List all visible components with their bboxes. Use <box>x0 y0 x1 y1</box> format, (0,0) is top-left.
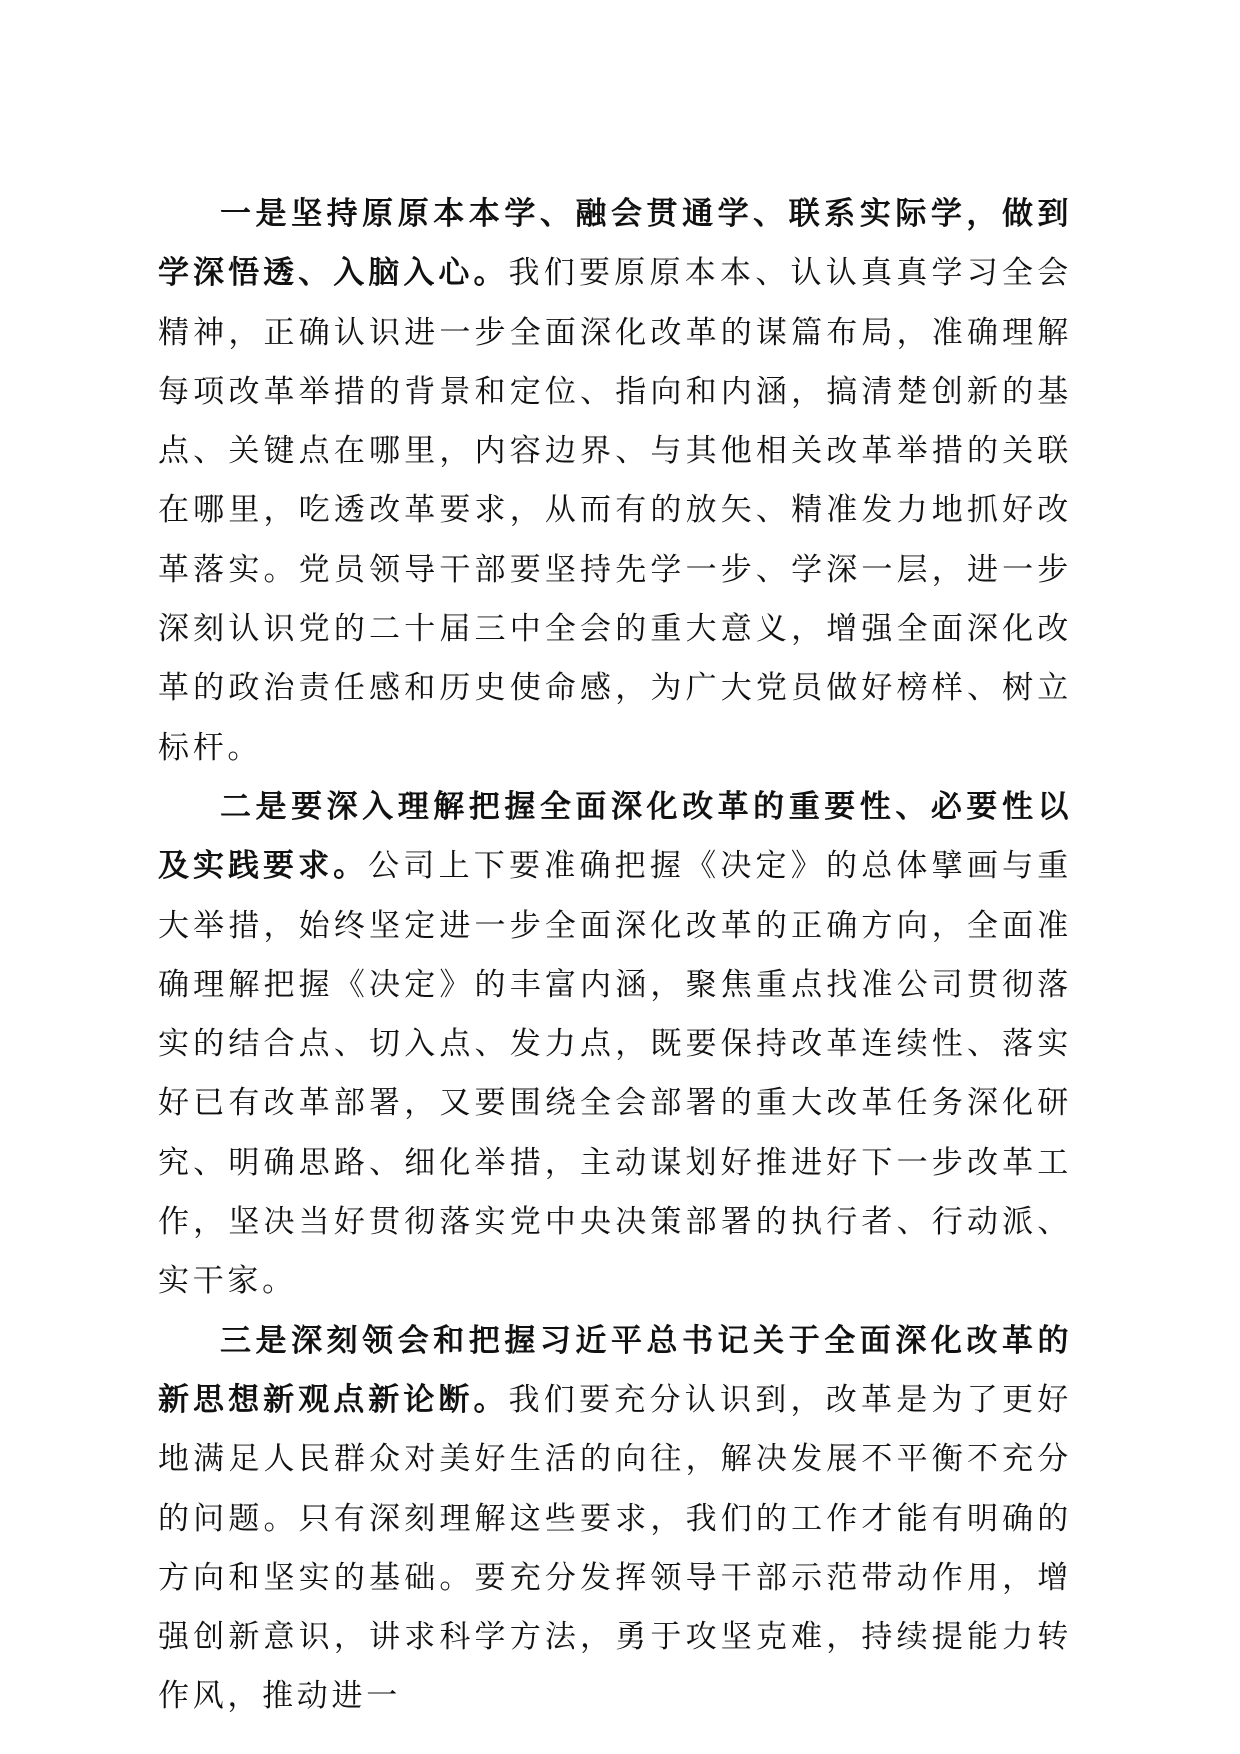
paragraph-3-heading: 三是深刻领会和把握习近平总书记关于全面深化改革的新思想新观点新论断。 <box>158 1322 1072 1418</box>
paragraph-3 <box>158 1312 1072 1727</box>
paragraph-2-heading: 二是要深入理解把握全面深化改革的重要性、必要性以及实践要求。 <box>158 788 1072 885</box>
paragraph-1-text: 我们要原原本本、认认真真学习全会精神，正确认识进一步全面深化改革的谋篇布局，准确理解每项改革举措的背景和定位、指向和内涵，搞清楚创新的基点、关键点在哪里，内容边界、与其他相关改革举措的关联在哪里，吃透改革要求，从而有的放矢、精准发力地抓好改革落实。党员领导干部要坚持先学一步、学深一层，进一步深刻认识党的二十届三中全会的重大意义，增强全面深化改革的政治责任感和历史使命感，为广大党员做好榜样、树立标杆。 <box>158 255 1073 766</box>
paragraph-1-heading: 一是坚持原原本本学、融会贯通学、联系实际学，做到学深悟透、入脑入心。 <box>158 196 1072 292</box>
paragraph-1 <box>158 185 1072 778</box>
document-body <box>158 185 1072 1727</box>
paragraph-2-text: 公司上下要准确把握《决定》的总体擘画与重大举措，始终坚定进一步全面深化改革的正确方向，全面准确理解把握《决定》的丰富内涵，聚焦重点找准公司贯彻落实的结合点、切入点、发力点，既要保持改革连续性、落实好已有改革部署，又要围绕全会部署的重大改革任务深化研究、明确思路、细化举措，主动谋划好推进好下一步改革工作，坚决当好贯彻落实党中央决策部署的执行者、行动派、实干家。 <box>158 848 1073 1300</box>
paragraph-3-text: 我们要充分认识到，改革是为了更好地满足人民群众对美好生活的向往，解决发展不平衡不充分的问题。只有深刻理解这些要求，我们的工作才能有明确的方向和坚实的基础。要充分发挥领导干部示范带动作用，增强创新意识，讲求科学方法，勇于攻坚克难，持续提能力转作风，推动进一 <box>158 1381 1073 1715</box>
paragraph-2 <box>158 778 1072 1312</box>
